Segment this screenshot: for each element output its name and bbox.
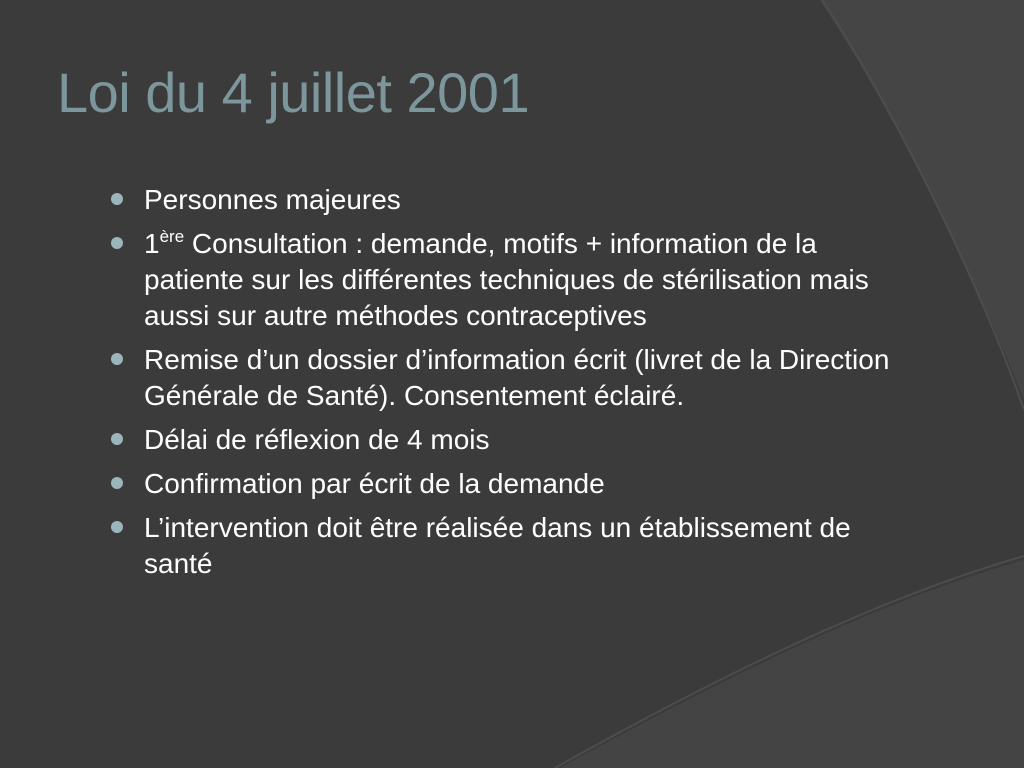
bullet-dot-icon: [111, 433, 123, 445]
bullet-item: [110, 182, 890, 218]
slide-title: Loi du 4 juillet 2001: [57, 61, 530, 124]
bullet-item: [110, 510, 890, 582]
bullet-text: [144, 228, 869, 331]
bullet-item: [110, 226, 890, 334]
bullet-dot-icon: [111, 193, 123, 205]
bullet-text: Confirmation par écrit de la demande: [144, 468, 605, 499]
bullet-text: Remise d’un dossier d’information écrit (livret de la Direction Générale de Santé). Consentement éclairé.: [144, 344, 890, 411]
bullet-text-body: Consultation : demande, motifs + information de la patiente sur les différentes techniques de stérilisation mais aussi sur autre méthodes contraceptives: [144, 228, 869, 331]
bullet-text: Délai de réflexion de 4 mois: [144, 424, 490, 455]
ordinal-superscript: ère: [159, 227, 185, 246]
ordinal-number: 1: [144, 228, 160, 259]
bullet-dot-icon: [111, 521, 123, 533]
bullet-text: Personnes majeures: [144, 184, 401, 215]
bullet-dot-icon: [111, 237, 123, 249]
bullet-text: L’intervention doit être réalisée dans un établissement de santé: [144, 512, 851, 579]
bullet-item: [110, 466, 890, 502]
bullet-list: [110, 182, 890, 590]
bullet-dot-icon: [111, 477, 123, 489]
bullet-dot-icon: [111, 353, 123, 365]
background-swoosh-bottom: [560, 560, 1024, 768]
bullet-item: [110, 422, 890, 458]
bullet-item: [110, 342, 890, 414]
